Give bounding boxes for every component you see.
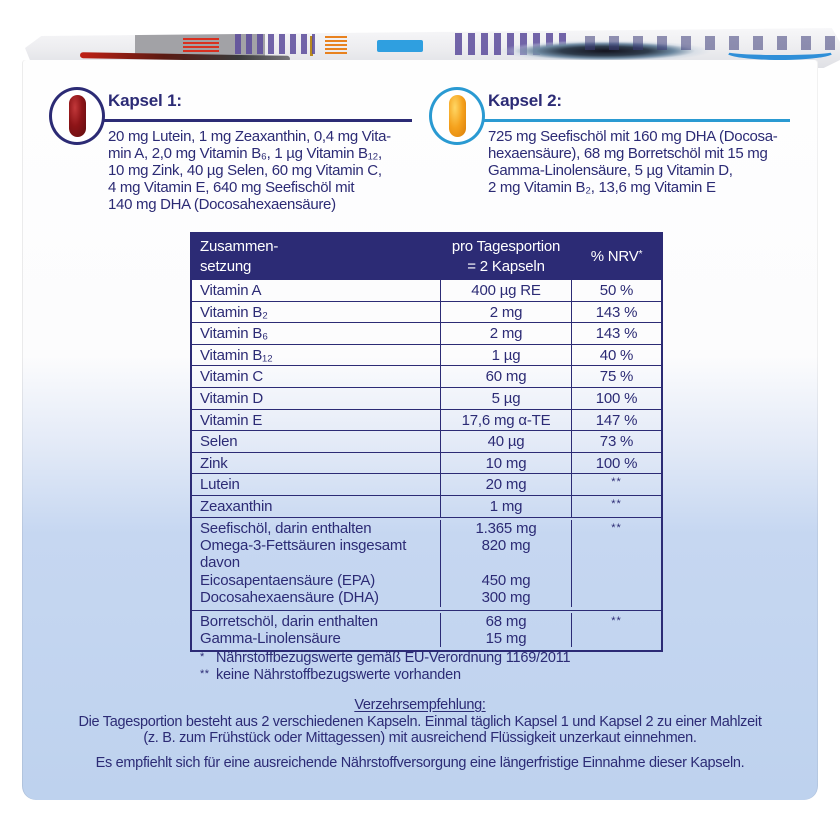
table-row-vitamin-a: Vitamin A 400 µg RE 50 % (192, 279, 661, 301)
capsule2-pill-icon (449, 95, 466, 137)
nutrition-table (190, 232, 663, 652)
table-row-vitamin-b6: Vitamin B₆ 2 mg 143 % (192, 322, 661, 344)
print-blue-crescent (725, 44, 835, 60)
footnotes (200, 650, 570, 684)
header-nrv: % NRV* (571, 234, 661, 279)
table-row-borretschoel-group: Borretschöl, darin enthalten Gamma-Linolensäure 68 mg 15 mg ** (192, 610, 661, 651)
capsule1-title: Kapsel 1: (108, 91, 182, 110)
capsule2-rule (457, 119, 790, 122)
table-row-seefischoel-group: Seefischöl, darin enthalten Omega-3-Fettsäuren insgesamt davon Eicosapentaensäure (EPA) Docosahexaensäure (DHA) 1.365 mg 820 mg 450 mg 300 mg ** (192, 517, 661, 610)
print-red-logo (183, 36, 219, 52)
print-orange-text (325, 36, 347, 54)
table-row-selen: Selen 40 µg 73 % (192, 430, 661, 452)
footnote-asterisk: * (638, 248, 643, 260)
header-composition: Zusammen- setzung (200, 238, 279, 275)
table-row-vitamin-b12: Vitamin B₁₂ 1 µg 40 % (192, 344, 661, 366)
table-row-zink: Zink 10 mg 100 % (192, 452, 661, 474)
capsule2-description: 725 mg Seefischöl mit 160 mg DHA (Docosa- hexaensäure), 68 mg Borretschöl mit 15 mg Gamma-Linolensäure, 5 µg Vitamin D, 2 mg Vitamin B₂, 13,6 mg Vitamin E (488, 128, 778, 196)
print-blue-badge (377, 40, 423, 52)
capsule1-badge (49, 87, 105, 145)
print-purple-text (235, 34, 315, 54)
table-row-vitamin-b2: Vitamin B₂ 2 mg 143 % (192, 301, 661, 323)
capsule1-rule (77, 119, 412, 122)
table-row-vitamin-c: Vitamin C 60 mg 75 % (192, 365, 661, 387)
footnote-2: ** keine Nährstoffbezugswerte vorhanden (200, 667, 461, 683)
capsule1-description: 20 mg Lutein, 1 mg Zeaxanthin, 0,4 mg Vita- min A, 2,0 mg Vitamin B₆, 1 µg Vitamin B₁₂, 10 mg Zink, 40 µg Selen, 60 mg Vitamin C, 4 mg Vitamin E, 640 mg Seefischöl mit 140 mg DHA (Docosahexaensäure) (108, 128, 391, 213)
table-header-row (192, 234, 661, 279)
product-box-back-panel (22, 60, 818, 800)
header-per-portion: pro Tagesportion = 2 Kapseln (440, 234, 571, 279)
capsule2-title: Kapsel 2: (488, 91, 562, 110)
consumption-recommendation (22, 697, 818, 771)
capsule1-pill-icon (69, 95, 86, 137)
capsule2-badge (429, 87, 485, 145)
recommendation-title: Verzehrsempfehlung: (354, 697, 486, 713)
recommendation-paragraph-1: Die Tagesportion besteht aus 2 verschiedenen Kapseln. Einmal täglich Kapsel 1 und Kapsel 2 zu einer Mahlzeit (z. B. zum Frühstück oder Mittagessen) mit ausreichend Flüssigkeit unzerkaut einnehmen. (78, 713, 762, 746)
table-row-lutein: Lutein 20 mg ** (192, 473, 661, 495)
footnote-1: * Nährstoffbezugswerte gemäß EU-Verordnung 1169/2011 (200, 650, 571, 666)
table-row-vitamin-d: Vitamin D 5 µg 100 % (192, 387, 661, 409)
table-row-vitamin-e: Vitamin E 17,6 mg α-TE 147 % (192, 409, 661, 431)
recommendation-paragraph-2: Es empfiehlt sich für eine ausreichende Nährstoffversorgung eine längerfristige Einnahme dieser Kapseln. (95, 754, 745, 771)
table-row-zeaxanthin: Zeaxanthin 1 mg ** (192, 495, 661, 517)
